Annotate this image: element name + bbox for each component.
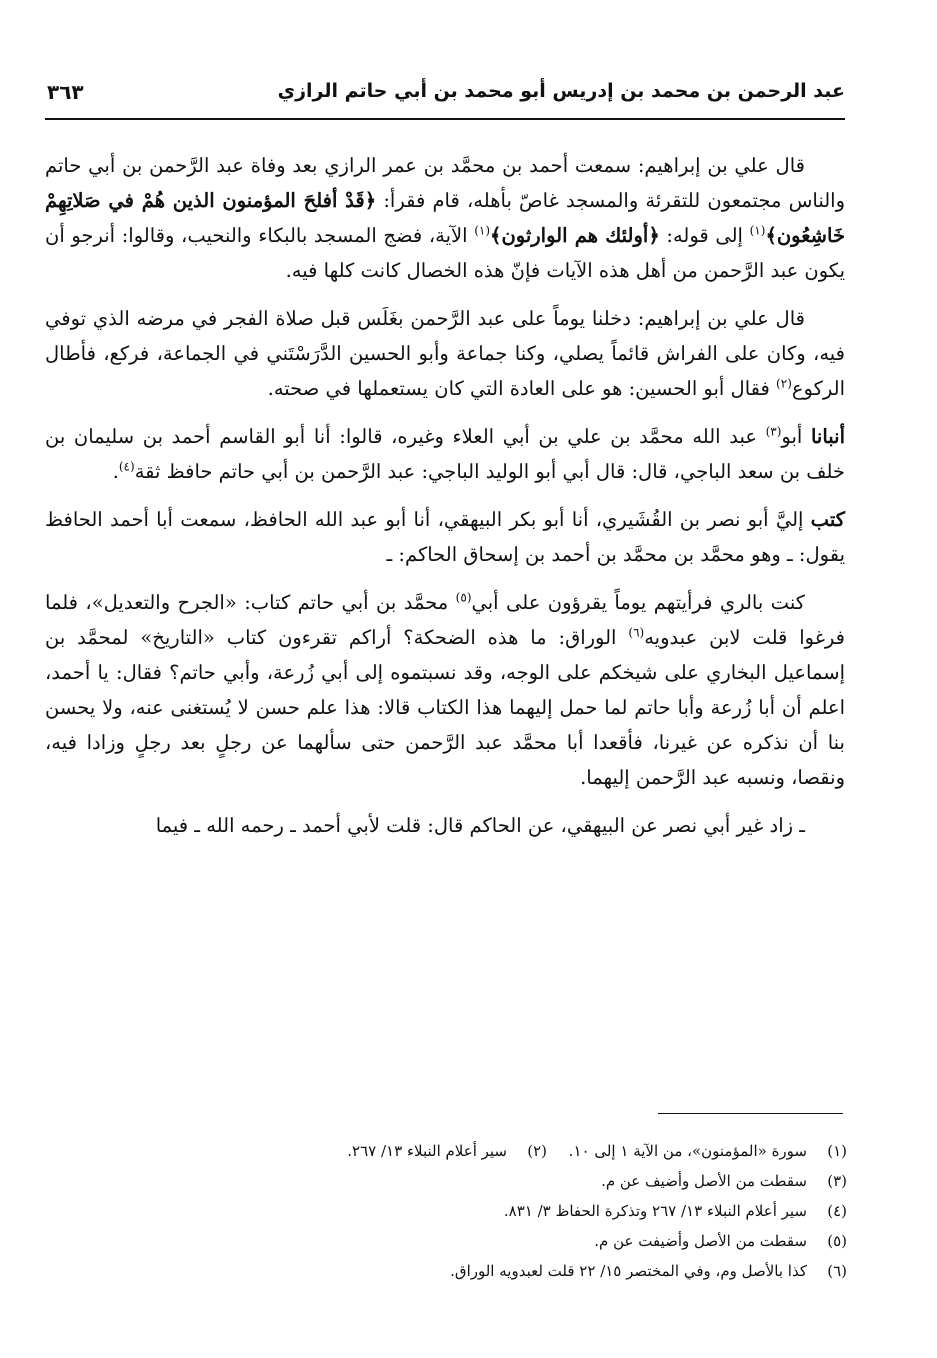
footnote-ref: (١): [474, 223, 491, 238]
text-run: .: [112, 460, 119, 483]
footnote-row: [45, 1196, 847, 1226]
footnote-ref: (٦): [628, 625, 645, 640]
footnote-row: [45, 1256, 847, 1286]
paragraph: [45, 148, 845, 288]
text-run: فقال أبو الحسين: هو على العادة التي كان يستعملها في صحته.: [267, 377, 777, 400]
footnote: [347, 1136, 547, 1166]
emphasis-text: ﴿قَدْ أفلحَ المؤمنون الذين هُمْ في صَلاتِهِمْ خَاشِعُون﴾: [45, 189, 845, 247]
footnote-text: سقطت من الأصل وأضيف عن م.: [601, 1172, 807, 1190]
paragraph: [45, 419, 845, 489]
paragraph: [45, 808, 845, 843]
footnote-text: سير أعلام النبلاء ١٣/ ٢٦٧.: [347, 1142, 507, 1160]
footnote-text: سير أعلام النبلاء ١٣/ ٢٦٧ وتذكرة الحفاظ ٣/ ٨٣١.: [503, 1202, 807, 1220]
footnote: [504, 1196, 847, 1226]
footnote-number: (٢): [527, 1142, 547, 1160]
footnote-text: كذا بالأصل وم، وفي المختصر ١٥/ ٢٢ قلت لعبدويه الوراق.: [450, 1262, 807, 1280]
footnote-separator: [658, 1113, 843, 1114]
footnote-text: سقطت من الأصل وأضيفت عن م.: [594, 1232, 807, 1250]
main-text: [45, 148, 845, 856]
footnote-number: (١): [827, 1142, 847, 1160]
footnotes: [45, 1136, 847, 1286]
emphasis-text: ﴿أولئك هم الوارثون﴾: [490, 224, 660, 247]
footnote: [547, 1136, 847, 1166]
text-run: أبو: [781, 425, 811, 448]
text-run: الوراق: ما هذه الضحكة؟ أراكم تقرءون كتاب «التاريخ» لمحمَّد بن إسماعيل البخاري على شيخكم على الوجه، وقد نسبتموه إلى أبي زُرعة، وأبي حاتم؟ فقال: يا أحمد، اعلم أن أبا زُرعة وأبا حاتم لما حمل إليهما هذا الكتاب قالا: هذا علم حسن لا يُستغنى عنه، ولا يحسن بنا أن نذكره عن غيرنا، فأقعدا أبا محمَّد عبد الرَّحمن حتى سألهما عن رجلٍ بعد رجلٍ وزادا فيه، ونقصا، ونسبه عبد الرَّحمن إليهما.: [45, 626, 845, 789]
text-run: ـ زاد غير أبي نصر عن البيهقي، عن الحاكم قال: قلت لأبي أحمد ـ رحمه الله ـ فيما: [155, 814, 805, 837]
emphasis-text: أنبانا: [810, 425, 846, 448]
footnote-ref: (٣): [765, 424, 782, 439]
running-title: عبد الرحمن بن محمد بن إدريس أبو محمد بن أبي حاتم الرازي: [277, 80, 845, 102]
footnote-ref: (١): [749, 223, 766, 238]
emphasis-text: كتب: [810, 508, 845, 531]
text-run: إليَّ أبو نصر بن القُشَيري، أنا أبو بكر البيهقي، أنا أبو عبد الله الحافظ، سمعت أبا أحمد الحافظ يقول: ـ وهو محمَّد بن محمَّد بن أحمد بن إسحاق الحاكم: ـ: [45, 508, 845, 566]
footnote-ref: (٥): [455, 590, 472, 605]
footnote-number: (٥): [827, 1232, 847, 1250]
footnote: [450, 1256, 847, 1286]
paragraph: [45, 585, 845, 795]
text-run: كنت بالري فرأيتهم يوماً يقرؤون على أبي: [471, 591, 805, 614]
text-run: قال علي بن إبراهيم: سمعت أحمد بن محمَّد بن عمر الرازي بعد وفاة عبد الرَّحمن بن أبي حاتم والناس مجتمعون للتقرئة والمسجد غاصّ بأهله، قام فقرأ:: [45, 154, 845, 212]
text-run: الآية، فضج المسجد بالبكاء والنحيب، وقالوا: أنرجو أن يكون عبد الرَّحمن من أهل هذه الآيات فإنّ هذه الخصال كانت كلها فيه.: [45, 224, 845, 282]
footnote-ref: (٢): [776, 376, 792, 391]
footnote-row: [45, 1166, 847, 1196]
footnote-ref: (٤): [118, 459, 135, 474]
footnote-number: (٤): [827, 1202, 847, 1220]
text-run: إلى قوله:: [659, 224, 750, 247]
paragraph: [45, 502, 845, 572]
footnote-row: [45, 1226, 847, 1256]
text-run: عبد الله محمَّد بن علي بن أبي العلاء وغيره، قالوا: أنا أبو القاسم أحمد بن سليمان بن خلف بن سعد الباجي، قال: قال أبي أبو الوليد الباجي: عبد الرَّحمن بن أبي حاتم حافظ ثقة: [45, 425, 845, 483]
footnote-number: (٣): [827, 1172, 847, 1190]
text-run: محمَّد بن أبي حاتم كتاب: «الجرح والتعديل»، فلما فرغوا قلت لابن عبدويه: [45, 591, 845, 649]
footnote: [601, 1166, 847, 1196]
footnote-number: (٦): [827, 1262, 847, 1280]
footnote-text: سورة «المؤمنون»، من الآية ١ إلى ١٠.: [568, 1142, 807, 1160]
paragraph: [45, 301, 845, 406]
running-header: [45, 78, 845, 120]
footnote: [594, 1226, 847, 1256]
page-number: ٣٦٣: [47, 80, 84, 104]
text-run: قال علي بن إبراهيم: دخلنا يوماً على عبد الرَّحمن بغَلَس قبل صلاة الفجر في مرضه الذي توفي فيه، وكان على الفراش قائماً يصلي، وكنا جماعة وأبو الحسين الدَّرَسْتَني في الجماعة، فركع، فأطال الركوع: [45, 307, 845, 400]
footnote-row: [45, 1136, 847, 1166]
